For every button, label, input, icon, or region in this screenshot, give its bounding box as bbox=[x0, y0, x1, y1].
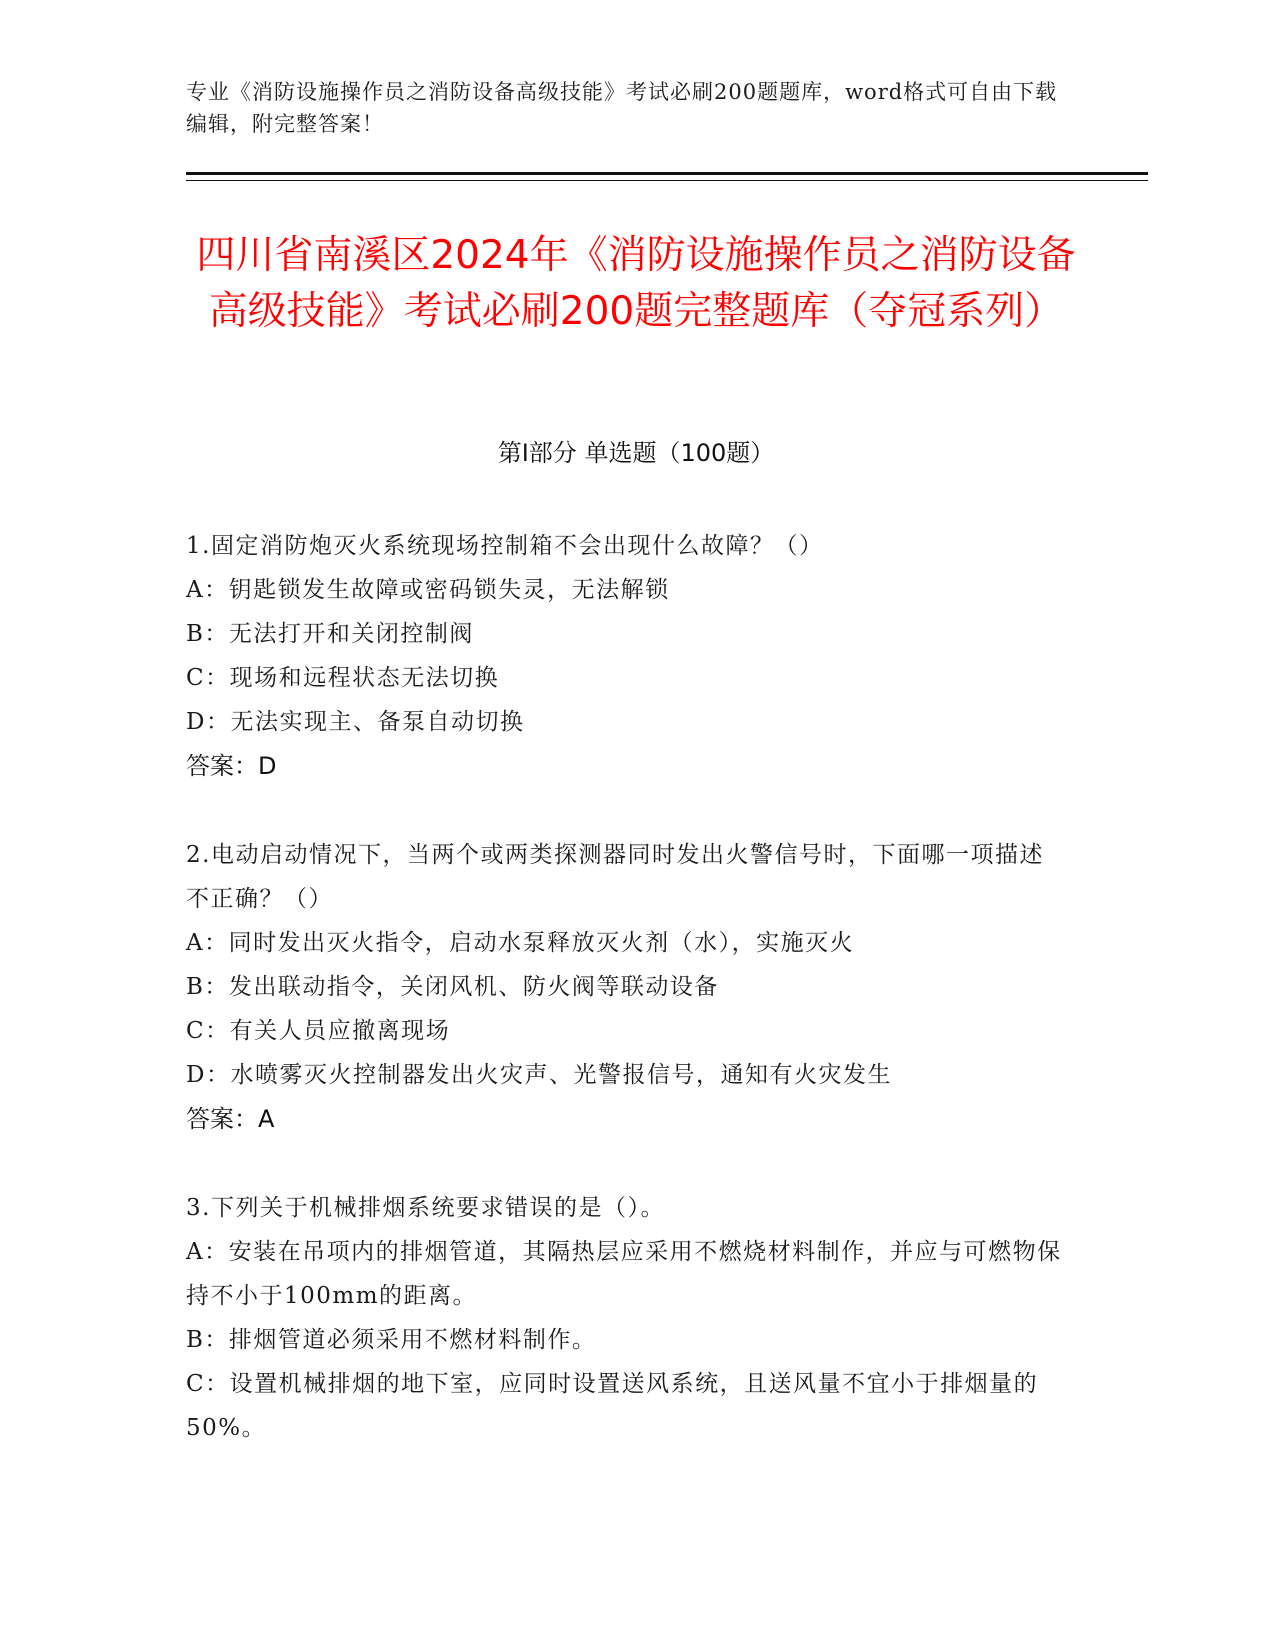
option-c: C：现场和远程状态无法切换 bbox=[186, 665, 500, 691]
option-c: C：有关人员应撤离现场 bbox=[186, 1018, 451, 1044]
question-stem: 1.固定消防炮灭火系统现场控制箱不会出现什么故障？（） bbox=[186, 533, 824, 559]
header-rule-thick bbox=[186, 172, 1148, 175]
answer: 答案：A bbox=[186, 1105, 275, 1133]
option-a: A：安装在吊项内的排烟管道，其隔热层应采用不燃烧材料制作，并应与可燃物保持不小于100mm的距离。 bbox=[186, 1239, 1062, 1309]
option-b: B：发出联动指令，关闭风机、防火阀等联动设备 bbox=[186, 974, 719, 1000]
option-c: C：设置机械排烟的地下室，应同时设置送风系统，且送风量不宜小于排烟量的50%。 bbox=[186, 1371, 1039, 1441]
option-a: A：钥匙锁发生故障或密码锁失灵，无法解锁 bbox=[186, 577, 670, 603]
document-title: 四川省南溪区2024年《消防设施操作员之消防设备高级技能》考试必刷200题完整题库（夺冠系列） bbox=[196, 233, 1076, 334]
question-list bbox=[186, 524, 1066, 1495]
option-b: B：无法打开和关闭控制阀 bbox=[186, 621, 474, 647]
question-stem: 2.电动启动情况下，当两个或两类探测器同时发出火警信号时，下面哪一项描述不正确？（） bbox=[186, 842, 1044, 912]
question-1 bbox=[186, 524, 1066, 788]
header-note: 专业《消防设施操作员之消防设备高级技能》考试必刷200题题库，word格式可自由下载编辑，附完整答案！ bbox=[186, 80, 1058, 136]
header-rule-thin bbox=[186, 180, 1148, 181]
answer: 答案：D bbox=[186, 752, 277, 780]
option-b: B：排烟管道必须采用不燃材料制作。 bbox=[186, 1327, 597, 1353]
option-d: D：无法实现主、备泵自动切换 bbox=[186, 709, 525, 735]
question-2 bbox=[186, 833, 1066, 1141]
option-a: A：同时发出灭火指令，启动水泵释放灭火剂（水），实施灭火 bbox=[186, 930, 855, 956]
question-3 bbox=[186, 1186, 1066, 1450]
question-stem: 3.下列关于机械排烟系统要求错误的是（）。 bbox=[186, 1195, 665, 1221]
option-d: D：水喷雾灭火控制器发出火灾声、光警报信号，通知有火灾发生 bbox=[186, 1062, 892, 1088]
section-heading: 第I部分 单选题（100题） bbox=[497, 439, 775, 467]
